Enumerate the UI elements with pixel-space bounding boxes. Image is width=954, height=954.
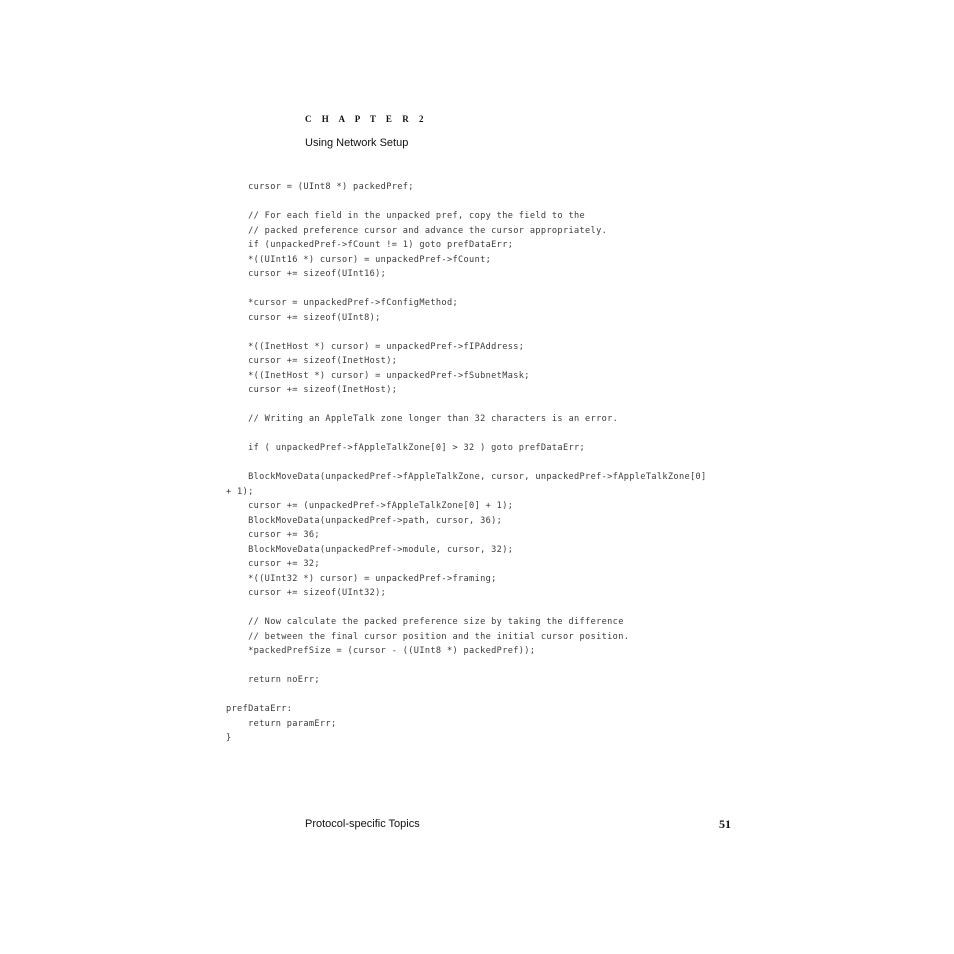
code-line: BlockMoveData(unpackedPref->fAppleTalkZone, cursor, unpackedPref->fAppleTalkZone[0] <box>226 472 707 482</box>
code-line: *cursor = unpackedPref->fConfigMethod; <box>226 298 459 308</box>
code-line <box>226 688 707 703</box>
code-line: cursor += sizeof(InetHost); <box>226 356 398 366</box>
footer-section-title: Protocol-specific Topics <box>305 818 420 830</box>
code-line: return noErr; <box>226 675 320 685</box>
code-line: cursor += sizeof(InetHost); <box>226 385 398 395</box>
page-number: 51 <box>719 817 731 831</box>
code-line: if (unpackedPref->fCount != 1) goto prefDataErr; <box>226 240 514 250</box>
code-line: cursor += sizeof(UInt32); <box>226 588 387 598</box>
code-line <box>226 195 707 210</box>
code-line: // Writing an AppleTalk zone longer than 32 characters is an error. <box>226 414 619 424</box>
code-line <box>226 659 707 674</box>
code-line: // Now calculate the packed preference size by taking the difference <box>226 617 624 627</box>
code-line <box>226 427 707 442</box>
code-line: cursor += 32; <box>226 559 320 569</box>
code-line: // between the final cursor position and the initial cursor position. <box>226 631 630 642</box>
code-line: + 1); <box>226 486 254 497</box>
code-listing <box>226 180 707 746</box>
code-line: cursor += sizeof(UInt16); <box>226 269 387 279</box>
code-line: // For each field in the unpacked pref, copy the field to the <box>226 211 586 221</box>
code-line: return paramErr; <box>226 718 337 729</box>
chapter-label: C H A P T E R 2 <box>305 114 428 124</box>
code-line <box>226 398 707 413</box>
code-line: if ( unpackedPref->fAppleTalkZone[0] > 32 ) goto prefDataErr; <box>226 443 586 453</box>
code-line: *packedPrefSize = (cursor - ((UInt8 *) packedPref)); <box>226 646 536 656</box>
code-line <box>226 601 707 616</box>
code-line: cursor += sizeof(UInt8); <box>226 312 381 323</box>
code-line <box>226 282 707 297</box>
code-line: cursor += (unpackedPref->fAppleTalkZone[0] + 1); <box>226 501 514 511</box>
code-line <box>226 456 707 471</box>
code-line: cursor = (UInt8 *) packedPref; <box>226 182 414 192</box>
code-line: *((UInt16 *) cursor) = unpackedPref->fCount; <box>226 254 492 265</box>
code-line: *((InetHost *) cursor) = unpackedPref->fIPAddress; <box>226 341 525 352</box>
code-line: cursor += 36; <box>226 530 320 540</box>
chapter-title: Using Network Setup <box>305 137 409 149</box>
code-line: BlockMoveData(unpackedPref->module, cursor, 32); <box>226 544 514 555</box>
code-line: prefDataErr: <box>226 704 293 714</box>
code-line: *((UInt32 *) cursor) = unpackedPref->framing; <box>226 573 497 584</box>
code-line <box>226 325 707 340</box>
code-line: } <box>226 733 232 743</box>
code-line: *((InetHost *) cursor) = unpackedPref->fSubnetMask; <box>226 370 530 381</box>
code-line: // packed preference cursor and advance the cursor appropriately. <box>226 225 608 236</box>
code-line: BlockMoveData(unpackedPref->path, cursor, 36); <box>226 515 503 526</box>
